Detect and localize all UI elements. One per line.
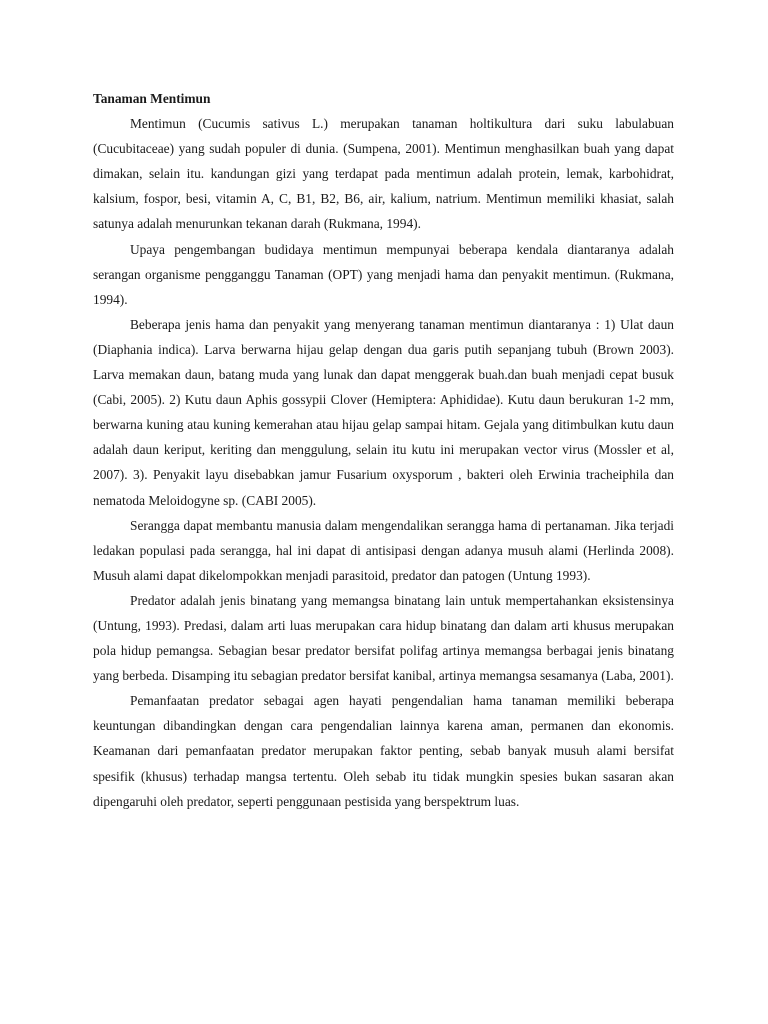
document-body (93, 86, 674, 814)
paragraph-cucumber-intro: Mentimun (Cucumis sativus L.) merupakan tanaman holtikultura dari suku labulabuan (Cucubitaceae) yang sudah populer di dunia. (Sumpena, 2001). Mentimun menghasilkan buah yang dapat dimakan, selain itu. kandungan gizi yang terdapat pada mentimun adalah protein, lemak, karbohidrat, kalsium, fospor, besi, vitamin A, C, B1, B2, B6, air, kalium, natrium. Mentimun memiliki khasiat, salah satunya adalah menurunkan tekanan darah (Rukmana, 1994). (93, 116, 674, 232)
document-title: Tanaman Mentimun (93, 91, 211, 106)
paragraph-pests-and-diseases: Beberapa jenis hama dan penyakit yang menyerang tanaman mentimun diantaranya : 1) Ulat daun (Diaphania indica). Larva berwarna hijau gelap dengan dua garis putih sepanjang tubuh (Brown 2003). Larva memakan daun, batang muda yang lunak dan dapat menggerak buah.dan buah menjadi cepat busuk (Cabi, 2005). 2) Kutu daun Aphis gossypii Clover (Hemiptera: Aphididae). Kutu daun berukuran 1-2 mm, berwarna kuning atau kuning kemerahan atau hijau gelap sampai hitam. Gejala yang ditimbulkan kutu daun adalah daun keriput, keriting dan menggulung, selain itu kutu ini merupakan vector virus (Mossler et al, 2007). 3). Penyakit layu disebabkan jamur Fusarium oxysporum , bakteri oleh Erwinia tracheiphila dan nematoda Meloidogyne sp. (CABI 2005). (93, 316, 674, 508)
paragraph-cultivation-obstacles: Upaya pengembangan budidaya mentimun mempunyai beberapa kendala diantaranya adalah serangan organisme pengganggu Tanaman (OPT) yang menjadi hama dan penyakit mentimun. (Rukmana, 1994). (93, 241, 674, 307)
paragraph-natural-enemies: Serangga dapat membantu manusia dalam mengendalikan serangga hama di pertanaman. Jika terjadi ledakan populasi pada serangga, hal ini dapat di antisipasi dengan adanya musuh alami (Herlinda 2008). Musuh alami dapat dikelompokkan menjadi parasitoid, predator dan patogen (Untung 1993). (93, 517, 674, 583)
paragraph-predator-benefits: Pemanfaatan predator sebagai agen hayati pengendalian hama tanaman memiliki beberapa keuntungan dibandingkan dengan cara pengendalian lainnya karena aman, permanen dan ekonomis. Keamanan dari pemanfaatan predator merupakan faktor penting, sebab banyak musuh alami bersifat spesifik (khusus) terhadap mangsa tertentu. Oleh sebab itu tidak mungkin spesies bukan sasaran akan dipengaruhi oleh predator, seperti penggunaan pestisida yang berspektrum luas. (93, 693, 674, 809)
paragraph-predator-definition: Predator adalah jenis binatang yang memangsa binatang lain untuk mempertahankan eksistensinya (Untung, 1993). Predasi, dalam arti luas merupakan cara hidup binatang dan dalam arti khusus merupakan pola hidup pemangsa. Sebagian besar predator bersifat polifag artinya memangsa berbagai jenis binatang yang berbeda. Disamping itu sebagian predator bersifat kanibal, artinya memangsa sesamanya (Laba, 2001). (93, 592, 674, 684)
